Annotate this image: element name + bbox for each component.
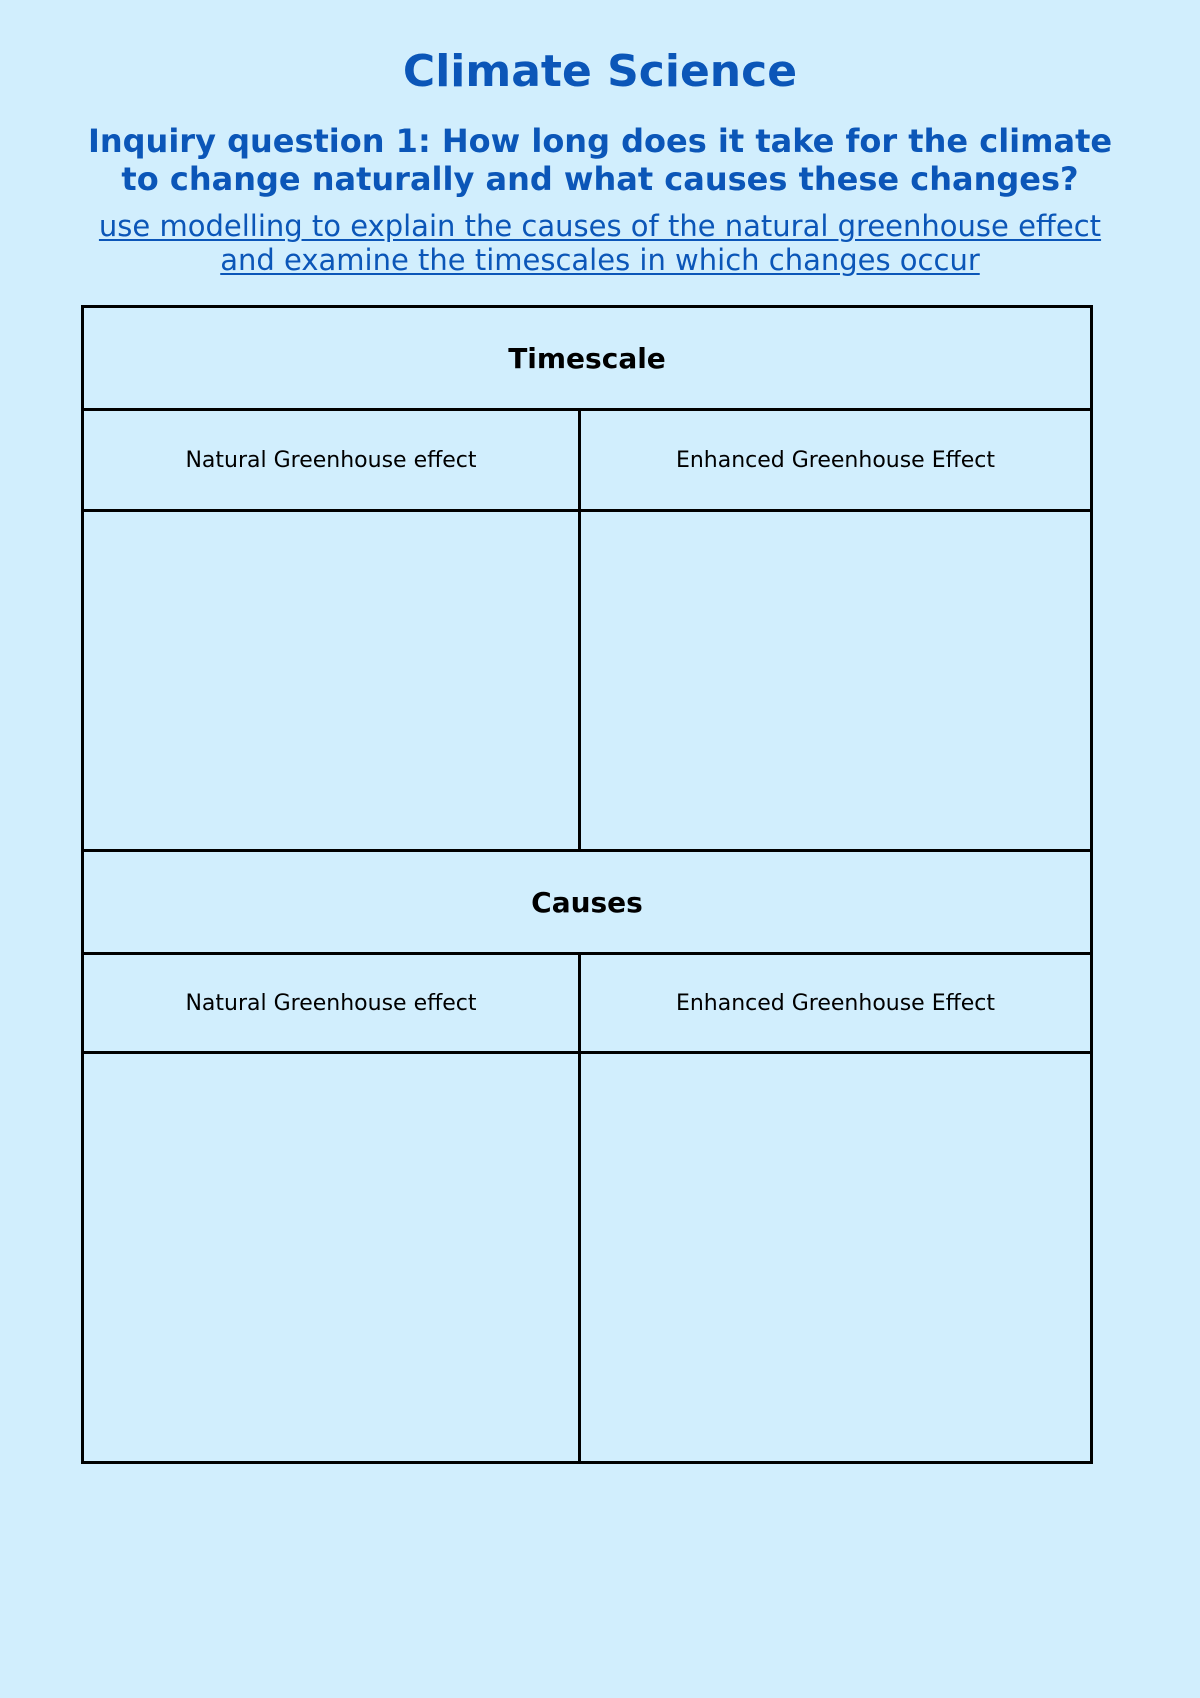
table-column-divider: [578, 408, 581, 852]
column-heading-natural-causes: Natural Greenhouse effect: [185, 990, 477, 1016]
answer-cell-enhanced-causes[interactable]: [581, 1054, 1090, 1461]
learning-outcome: [50, 209, 1150, 277]
column-heading-enhanced-timescale: Enhanced Greenhouse Effect: [675, 447, 996, 473]
answer-cell-natural-timescale[interactable]: [84, 512, 578, 849]
learning-outcome-line-2: and examine the timescales in which changes occur: [220, 243, 980, 277]
table-column-divider: [578, 952, 581, 1461]
section-heading-timescale: Timescale: [508, 341, 666, 375]
answer-cell-enhanced-timescale[interactable]: [581, 512, 1090, 849]
learning-outcome-line-1: use modelling to explain the causes of the natural greenhouse effect: [98, 209, 1102, 243]
column-heading-enhanced-causes: Enhanced Greenhouse Effect: [675, 990, 996, 1016]
inquiry-question: [60, 122, 1140, 198]
inquiry-question-line-2: to change naturally and what causes these changes?: [121, 160, 1079, 198]
worksheet-table: [81, 305, 1093, 1464]
inquiry-question-line-1: Inquiry question 1: How long does it take for the climate: [87, 122, 1113, 160]
column-heading-natural-timescale: Natural Greenhouse effect: [185, 447, 477, 473]
answer-cell-natural-causes[interactable]: [84, 1054, 578, 1461]
page-title: Climate Science: [402, 46, 798, 97]
section-heading-causes: Causes: [531, 885, 643, 919]
